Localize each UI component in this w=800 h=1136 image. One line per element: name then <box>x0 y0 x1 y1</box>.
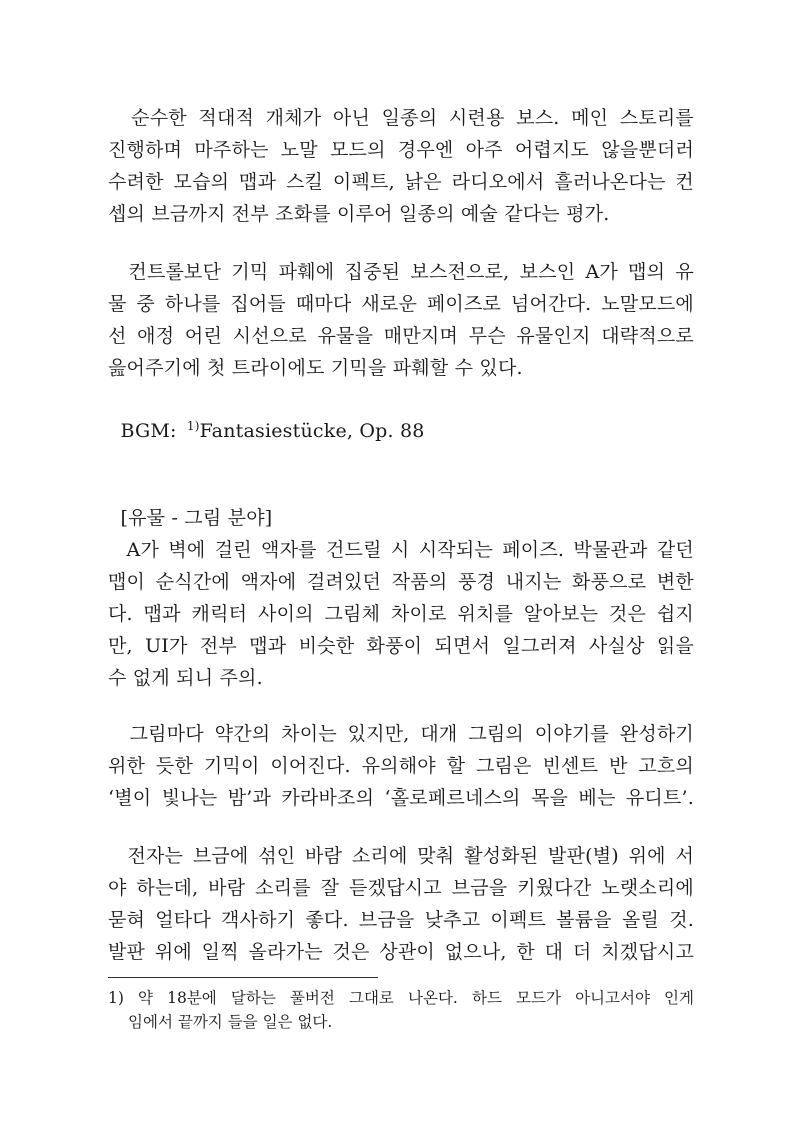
footnote-line: 임에서 끝까지 들을 일은 없다. <box>128 1013 333 1031</box>
bgm-label: BGM: <box>108 420 183 442</box>
text-line: 그림마다 약간의 차이는 있지만, 대개 그림의 이야기를 완성하기 <box>108 723 694 745</box>
text-line: 수려한 모습의 맵과 스킬 이펙트, 낡은 라디오에서 흘러나온다는 컨 <box>108 171 694 193</box>
text-line: A가 벽에 걸린 액자를 건드릴 시 시작되는 페이즈. 박물관과 같던 <box>108 539 694 561</box>
bgm-line <box>108 410 694 442</box>
text-line: 수 없게 되니 주의. <box>108 667 263 689</box>
text-line: 위한 듯한 기믹이 이어진다. 유의해야 할 그림은 빈센트 반 고흐의 <box>108 755 694 777</box>
bgm-title: Fantasiestücke, Op. 88 <box>199 420 425 442</box>
section-heading: [유물 - 그림 분야] <box>108 507 273 529</box>
text-line: 읊어주기에 첫 트라이에도 기믹을 파훼할 수 있다. <box>108 357 523 379</box>
text-line: 물 중 하나를 집어들 때마다 새로운 페이즈로 넘어간다. 노말모드에 <box>108 293 694 315</box>
text-line: 컨트롤보단 기믹 파훼에 집중된 보스전으로, 보스인 A가 맵의 유 <box>108 261 694 283</box>
text-line: 진행하며 마주하는 노말 모드의 경우엔 아주 어렵지도 않을뿐더러 <box>108 139 694 161</box>
text-line: 발판 위에 일찍 올라가는 것은 상관이 없으나, 한 대 더 치겠답시고 <box>108 941 694 963</box>
text-line: 야 하는데, 바람 소리를 잘 듣겠답시고 브금을 키웠다간 노랫소리에 <box>108 877 694 899</box>
text-line: 전자는 브금에 섞인 바람 소리에 맞춰 활성화된 발판(별) 위에 서 <box>108 845 694 867</box>
text-line: 순수한 적대적 개체가 아닌 일종의 시련용 보스. 메인 스토리를 <box>108 107 694 129</box>
text-line: 선 애정 어린 시선으로 유물을 매만지며 무슨 유물인지 대략적으로 <box>108 325 694 347</box>
text-line: ‘별이 빛나는 밤’과 카라바조의 ‘홀로페르네스의 목을 베는 유디트’. <box>108 787 694 809</box>
text-line: 다. 맵과 캐릭터 사이의 그림체 차이로 위치를 알아보는 것은 쉽지 <box>108 603 694 625</box>
text-line: 만, UI가 전부 맵과 비슷한 화풍이 되면서 일그러져 사실상 읽을 <box>108 635 694 657</box>
footnote-line: 1) 약 18분에 달하는 풀버전 그대로 나온다. 하드 모드가 아니고서야 인게 <box>108 989 694 1007</box>
footnote-ref-mark: 1) <box>186 419 200 433</box>
text-line: 맵이 순식간에 액자에 걸려있던 작품의 풍경 내지는 화풍으로 변한 <box>108 571 694 593</box>
footnote-divider <box>108 977 378 978</box>
text-line: 셉의 브금까지 전부 조화를 이루어 일종의 예술 같다는 평가. <box>108 203 610 225</box>
text-line: 묻혀 얼타다 객사하기 좋다. 브금을 낮추고 이펙트 볼륨을 올릴 것. <box>108 909 694 931</box>
